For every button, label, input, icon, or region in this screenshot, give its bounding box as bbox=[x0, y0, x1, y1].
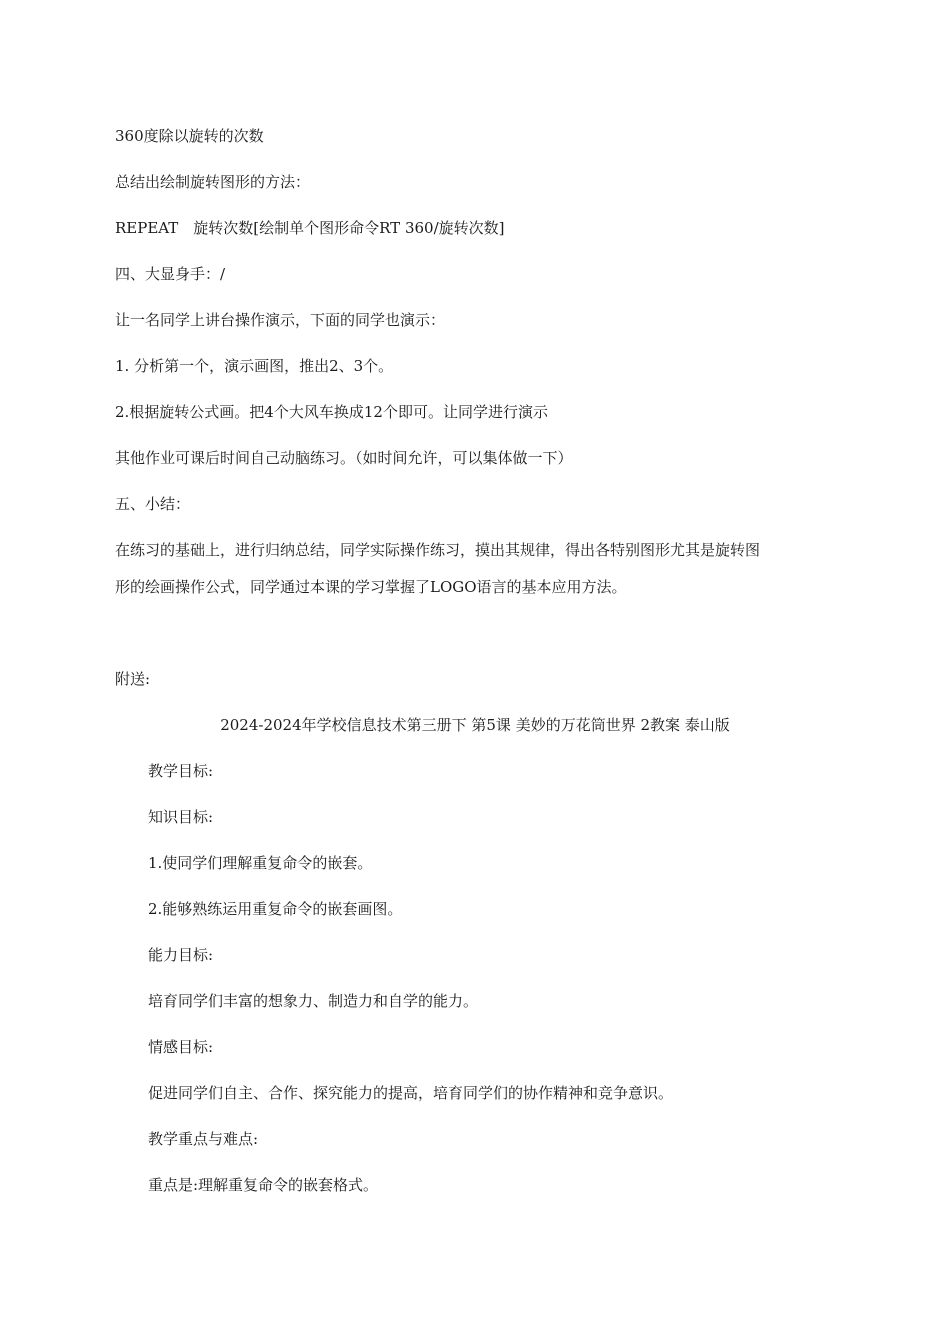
list-item: 1.使同学们理解重复命令的嵌套。 bbox=[148, 854, 373, 872]
list-item: 知识目标: bbox=[148, 808, 214, 826]
appendix-title: 2024-2024年学校信息技术第三册下 第5课 美妙的万花筒世界 2教案 泰山版 bbox=[220, 716, 730, 734]
list-item: 教学重点与难点: bbox=[148, 1130, 259, 1148]
paragraph-repeat-formula: REPEAT 旋转次数[绘制单个图形命令RT 360/旋转次数] bbox=[115, 219, 505, 237]
appendix-label: 附送: bbox=[115, 670, 151, 688]
paragraph-summary-line-2: 形的绘画操作公式，同学通过本课的学习掌握了LOGO语言的基本应用方法。 bbox=[115, 578, 627, 596]
list-item: 情感目标: bbox=[148, 1038, 214, 1056]
list-item: 培育同学们丰富的想象力、制造力和自学的能力。 bbox=[148, 992, 479, 1010]
paragraph-step-2: 2.根据旋转公式画。把4个大风车换成12个即可。让同学进行演示 bbox=[115, 403, 548, 421]
paragraph-rotation-angle: 360度除以旋转的次数 bbox=[115, 127, 264, 145]
section-heading-summary: 五、小结： bbox=[115, 495, 191, 513]
section-heading-show-skills: 四、大显身手：/ bbox=[115, 265, 226, 283]
list-item: 2.能够熟练运用重复命令的嵌套画图。 bbox=[148, 900, 403, 918]
paragraph-summary-line-1: 在练习的基础上，进行归纳总结，同学实际操作练习，摸出其规律，得出各特别图形尤其是旋转图 bbox=[115, 541, 761, 559]
paragraph-demo-intro: 让一名同学上讲台操作演示，下面的同学也演示： bbox=[115, 311, 446, 329]
list-item: 教学目标: bbox=[148, 762, 214, 780]
paragraph-step-1: 1. 分析第一个，演示画图，推出2、3个。 bbox=[115, 357, 394, 375]
list-item: 能力目标: bbox=[148, 946, 214, 964]
paragraph-method-summary: 总结出绘制旋转图形的方法： bbox=[115, 173, 311, 191]
list-item: 重点是:理解重复命令的嵌套格式。 bbox=[148, 1176, 379, 1194]
paragraph-homework: 其他作业可课后时间自己动脑练习。（如时间允许，可以集体做一下） bbox=[115, 449, 573, 467]
list-item: 促进同学们自主、合作、探究能力的提高，培育同学们的协作精神和竞争意识。 bbox=[148, 1084, 674, 1102]
